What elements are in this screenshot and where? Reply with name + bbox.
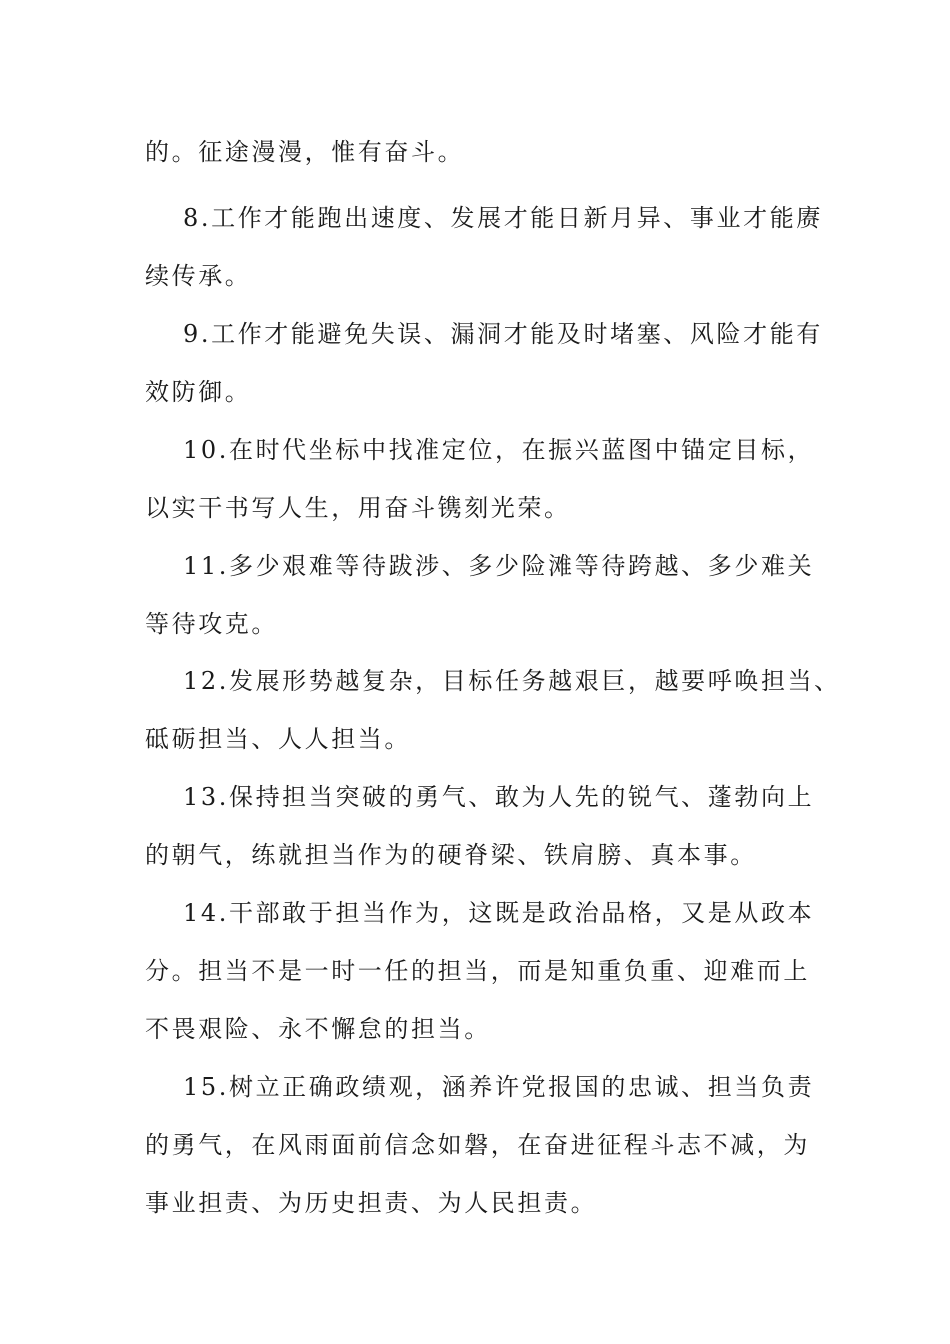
text-line: 等待攻克。: [145, 610, 278, 638]
paragraph-item-15: [145, 1058, 815, 1232]
text-line: 9.工作才能避免失误、漏洞才能及时堵塞、风险才能有: [183, 320, 823, 348]
text-line: 的。征途漫漫，惟有奋斗。: [145, 138, 465, 166]
paragraph-continuation: [145, 123, 815, 181]
text-line: 10.在时代坐标中找准定位，在振兴蓝图中锚定目标，: [183, 436, 815, 464]
paragraph-item-13: [145, 768, 815, 884]
text-line: 12.发展形势越复杂，目标任务越艰巨，越要呼唤担当、: [183, 667, 841, 695]
paragraph-item-9: [145, 305, 823, 421]
paragraph-item-14: [145, 884, 815, 1058]
text-line: 不畏艰险、永不懈怠的担当。: [145, 1015, 491, 1043]
text-line: 11.多少艰难等待跋涉、多少险滩等待跨越、多少难关: [183, 552, 815, 580]
text-line: 8.工作才能跑出速度、发展才能日新月异、事业才能赓: [183, 204, 823, 232]
text-line: 分。担当不是一时一任的担当，而是知重负重、迎难而上: [145, 957, 810, 985]
text-line: 13.保持担当突破的勇气、敢为人先的锐气、蓬勃向上: [183, 783, 815, 811]
paragraph-item-10: [145, 421, 815, 537]
text-line: 14.干部敢于担当作为，这既是政治品格，又是从政本: [183, 899, 815, 927]
text-line: 砥砺担当、人人担当。: [145, 725, 411, 753]
text-line: 续传承。: [145, 262, 252, 290]
text-line: 的勇气，在风雨面前信念如磐，在奋进征程斗志不减，为: [145, 1131, 810, 1159]
text-line: 的朝气，练就担当作为的硬脊梁、铁肩膀、真本事。: [145, 841, 757, 869]
text-line: 以实干书写人生，用奋斗镌刻光荣。: [145, 494, 571, 522]
text-line: 15.树立正确政绩观，涵养许党报国的忠诚、担当负责: [183, 1073, 815, 1101]
paragraph-item-12: [145, 652, 841, 768]
paragraph-item-8: [145, 189, 823, 305]
text-line: 效防御。: [145, 378, 252, 406]
text-line: 事业担责、为历史担责、为人民担责。: [145, 1189, 598, 1217]
paragraph-item-11: [145, 537, 815, 653]
